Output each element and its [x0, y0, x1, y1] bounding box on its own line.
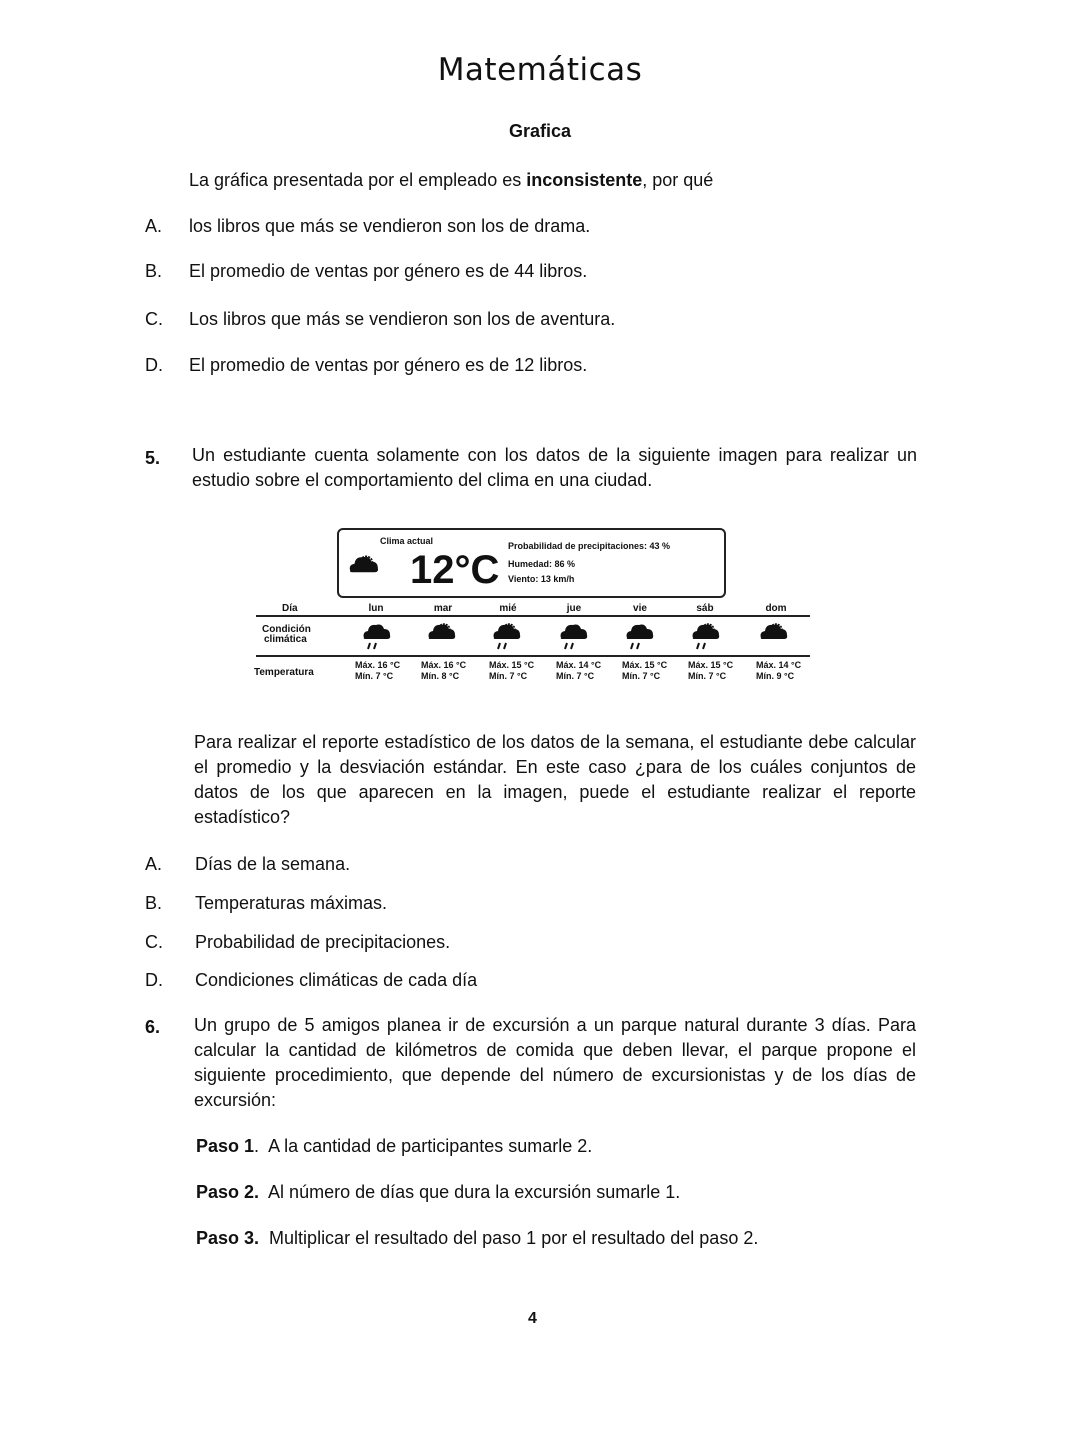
day-label: sáb: [696, 603, 714, 614]
rain-partly-cloudy-icon: [688, 618, 722, 652]
question-6-stem: Un grupo de 5 amigos planea ir de excursión a un parque natural durante 3 días. Para calcular la cantidad de kilómetros de comida que deben llevar, el parque propone el siguiente procedimiento, que depende del número de excursionistas y de los días de excursión:: [194, 1015, 916, 1110]
rain-cloud-icon: [359, 618, 393, 652]
rain-partly-cloudy-icon: [489, 618, 523, 652]
day-label: mié: [499, 603, 517, 614]
page-title: Matemáticas: [437, 52, 643, 88]
rain-cloud-icon: [556, 618, 590, 652]
wind-speed: Viento: 13 km/h: [508, 574, 575, 584]
day-label: mar: [433, 603, 453, 614]
step-2: Paso 2. Al número de días que dura la excursión sumarle 1.: [196, 1182, 681, 1202]
day-temperatures: Máx. 16 °C Mín. 7 °C: [355, 660, 401, 681]
question-5-stem: Un estudiante cuenta solamente con los datos de la siguiente imagen para realizar un estudio sobre el comportamiento del clima en una ciudad.: [192, 445, 917, 490]
precipitation-probability: Probabilidad de precipitaciones: 43 %: [508, 541, 671, 551]
day-label: vie: [633, 603, 647, 614]
row-label-day: Día: [282, 603, 298, 614]
current-weather-label: Clima actual: [380, 536, 434, 546]
day-label: dom: [765, 603, 787, 614]
storm-sun-cloud-icon: [343, 550, 383, 586]
rain-cloud-icon: [622, 618, 656, 652]
row-label-condition-2: climática: [264, 634, 307, 645]
question-5-number: 5.: [145, 448, 161, 468]
day-temperatures: Máx. 15 °C Mín. 7 °C: [688, 660, 734, 681]
storm-sun-cloud-icon: [424, 618, 458, 652]
day-temperatures: Máx. 14 °C Mín. 7 °C: [556, 660, 602, 681]
row-label-condition: Condición: [262, 624, 311, 635]
row-label-temperature: Temperatura: [254, 667, 314, 678]
day-label: jue: [566, 603, 582, 614]
humidity: Humedad: 86 %: [508, 559, 576, 569]
day-temperatures: Máx. 14 °C Mín. 9 °C: [756, 660, 802, 681]
day-temperatures: Máx. 15 °C Mín. 7 °C: [622, 660, 668, 681]
sun-cloud-icon: [756, 618, 790, 652]
day-temperatures: Máx. 16 °C Mín. 8 °C: [421, 660, 467, 681]
section-subtitle: Grafica: [508, 121, 572, 141]
divider: [256, 615, 810, 617]
question-5-followup: Para realizar el reporte estadístico de los datos de la semana, el estudiante debe calcular el promedio y la desviación estándar. En este caso ¿para de los cuáles conjuntos de datos de los que aparecen en la imagen, puede el estudiante realizar el reporte estadístico?: [194, 732, 916, 827]
question-6-number: 6.: [145, 1017, 161, 1037]
step-3: Paso 3. Multiplicar el resultado del paso 1 por el resultado del paso 2.: [196, 1228, 759, 1248]
question-4-stem: La gráfica presentada por el empleado es inconsistente, por qué: [189, 170, 714, 190]
step-1: Paso 1. A la cantidad de participantes sumarle 2.: [196, 1136, 593, 1156]
day-temperatures: Máx. 15 °C Mín. 7 °C: [489, 660, 535, 681]
page-number: 4: [528, 1310, 537, 1327]
current-temperature: 12°C: [410, 548, 500, 592]
day-label: lun: [368, 603, 384, 614]
divider: [256, 655, 810, 657]
